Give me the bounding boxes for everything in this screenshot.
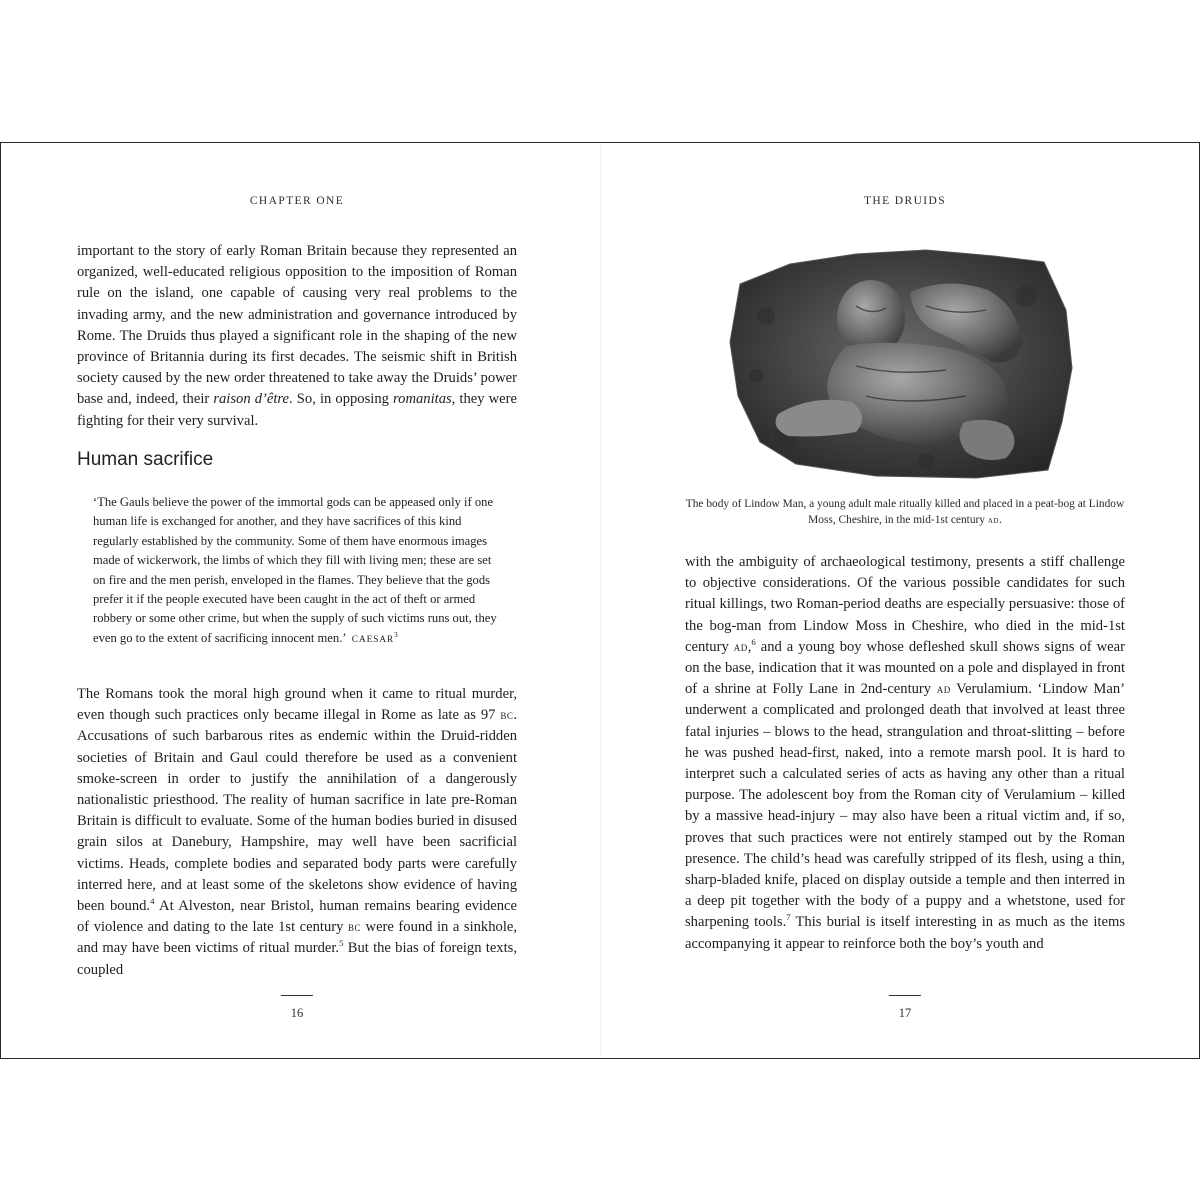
right-paragraph-1 <box>685 552 1125 955</box>
text-run: . Accusations of such barbarous rites as endemic within the Druid-ridden societies of Britain and Gaul could therefore be used as a convenient smoke-screen in order to justify the annihilation of a dangerously nationalistic priesthood. The reality of human sacrifice in late pre-Roman Britain is difficult to evaluate. Some of the human bodies buried in disused grain silos at Danebury, Hampshire, may well have been sacrificial victims. Heads, complete bodies and separated body parts were carefully interred here, and at least some of the skeletons show evidence of having been bound. <box>77 707 517 915</box>
block-quote <box>93 493 507 650</box>
bog-body-photograph <box>726 246 1074 482</box>
folio-right <box>685 995 1125 1022</box>
text-run: But the bias of foreign texts, coupled <box>77 940 517 978</box>
figure-caption <box>685 497 1125 529</box>
text-run: and a young boy whose defleshed skull shows signs of wear on the base, indication that it was mounted on a pole and displayed in front of a shrine at Folly Lane in 2nd-century <box>685 638 1125 698</box>
text-run: This burial is itself interesting in as much as the items accompanying it appear to reinforce both the boy’s youth and <box>685 914 1125 952</box>
text-run: with the ambiguity of archaeological testimony, presents a stiff challenge to objective considerations. Of the various possible candidates for such ritual killings, two Roman-period deaths are especially persuasive: those of the bog-man from Lindow Moss in Cheshire, who died in the mid-1st century <box>685 554 1125 655</box>
text-run: Verulamium. ‘Lindow Man’ underwent a complicated and prolonged death that involved at least three fatal injuries – blows to the head, strangulation and throat-slitting – before he was pushed head-first, naked, into a remote marsh pool. It is hard to interpret such a calculated series of acts as having any other than a ritual purpose. The adolescent boy from the Roman city of Verulamium – killed by a massive head-injury – may also have been a ritual victim and, if so, proves that such practices were not entirely stamped out by the Roman presence. The child’s head was carefully stripped of its flesh, using a thin, sharp-bladed knife, placed on display outside a temple and then interred in a deep pit together with the body of a puppy and a whetstone, used for sharpening tools. <box>685 681 1125 931</box>
footnote-ref[interactable]: 4 <box>150 896 155 907</box>
era-abbrev: ad <box>936 682 951 697</box>
page-number: 16 <box>290 1006 304 1020</box>
era-abbrev: bc <box>347 920 361 935</box>
left-paragraph-1 <box>77 241 517 432</box>
folio-rule <box>281 995 313 996</box>
right-page <box>685 143 1125 1058</box>
footnote-ref[interactable]: 5 <box>339 938 344 949</box>
italic-run: romanitas <box>393 391 452 408</box>
text-run: important to the story of early Roman Britain because they represented an organized, well-educated religious opposition to the imposition of Roman rule on the island, one capable of causing very real problems to the invading army, and the new administration and governance introduced by Rome. The Druids thus played a significant role in the shaping of the new province of Britannia during its first decades. The seismic shift in British society caused by the new order threatened to take away the Druids’ power base and, indeed, their <box>77 243 517 408</box>
text-run: were found in a sinkhole, and may have been victims of ritual murder. <box>77 919 517 957</box>
folio-left <box>77 995 517 1022</box>
left-paragraph-2 <box>77 684 517 981</box>
running-head-right: THE DRUIDS <box>863 195 947 207</box>
caption-text: The body of Lindow Man, a young adult male ritually killed and placed in a peat-bog at Lindow Moss, Cheshire, in the mid-1st century <box>685 498 1125 526</box>
footnote-ref[interactable]: 3 <box>394 629 398 639</box>
quote-attribution: CAESAR <box>351 634 395 645</box>
text-run: The Romans took the moral high ground when it came to ritual murder, even though such practices only became illegal in Rome as late as 97 <box>77 686 517 724</box>
era-abbrev: ad <box>987 514 999 526</box>
era-abbrev: ad <box>733 639 748 654</box>
text-run: , <box>747 638 752 655</box>
footnote-ref[interactable]: 7 <box>786 912 791 923</box>
section-heading: Human sacrifice <box>77 449 214 470</box>
running-head-left: CHAPTER ONE <box>249 195 345 207</box>
page-number: 17 <box>898 1006 912 1020</box>
gutter <box>600 143 601 1058</box>
text-run: , they were fighting for their very survival. <box>77 391 517 429</box>
era-abbrev: bc <box>500 708 514 723</box>
folio-rule <box>889 995 921 996</box>
quote-text: ‘The Gauls believe the power of the immortal gods can be appeased only if one human life is exchanged for another, and they have sacrifices of this kind regularly established by the community. Some of them have enormous images made of wickerwork, the limbs of which they fill with living men; these are set on fire and the men perish, enveloped in the flames. They believe that the gods prefer it if the people executed have been caught in the act of theft or armed robbery or some other crime, but when the supply of such victims runs out, they even go to the extent of sacrificing innocent men.’ <box>93 495 497 645</box>
book-spread <box>0 142 1200 1059</box>
text-run: . So, in opposing <box>289 391 394 408</box>
text-run: At Alveston, near Bristol, human remains bearing evidence of violence and dating to the late 1st century <box>77 898 517 936</box>
footnote-ref[interactable]: 6 <box>751 636 756 647</box>
italic-run: raison d’être <box>213 391 290 408</box>
caption-text: . <box>998 513 1002 526</box>
left-page <box>77 143 517 1058</box>
